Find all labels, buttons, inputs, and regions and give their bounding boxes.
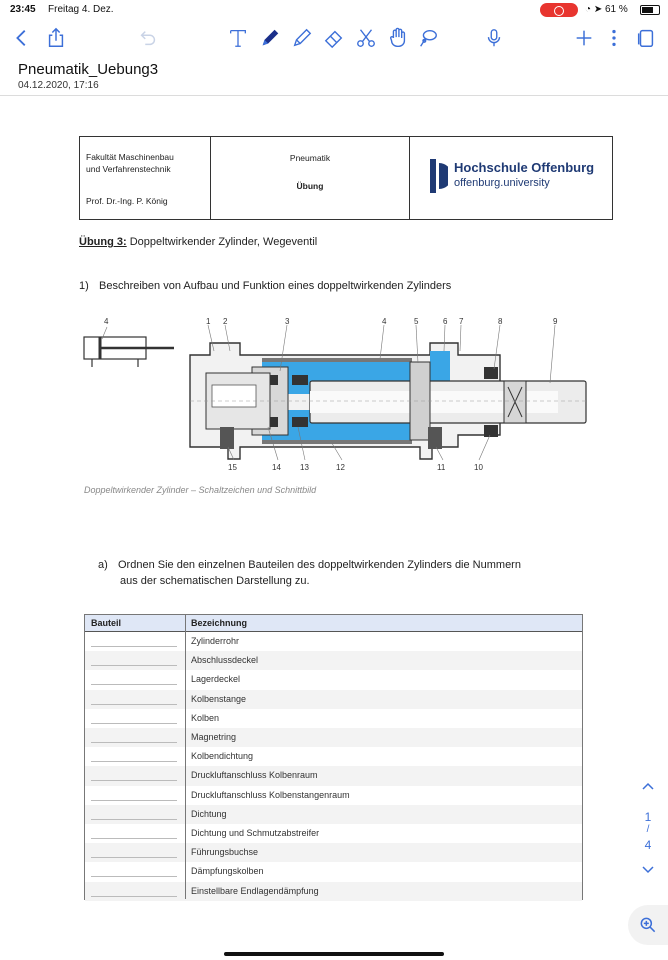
document-datetime: 04.12.2020, 17:16 (18, 80, 99, 91)
lasso-tool-icon[interactable] (414, 20, 442, 56)
answer-blank[interactable] (91, 876, 177, 877)
table-row (85, 843, 582, 862)
part-name: Führungsbuchse (191, 847, 259, 858)
location-icon: ➤ (593, 4, 603, 15)
task-a-line2: aus der schematischen Darstellung zu. (120, 575, 310, 587)
table-row (85, 632, 582, 651)
table-row (85, 882, 582, 901)
column-header-bauteil: Bauteil (91, 618, 122, 628)
part-name: Kolbendichtung (191, 751, 254, 762)
parts-table-header (85, 615, 582, 632)
battery-percent: 61 % (605, 4, 628, 15)
part-name: Abschlussdeckel (191, 655, 259, 666)
status-bar (0, 0, 668, 20)
table-row (85, 690, 582, 709)
table-row (85, 862, 582, 881)
part-name: Dichtung (191, 808, 227, 819)
pen-tool-icon[interactable] (256, 20, 284, 56)
answer-blank[interactable] (91, 684, 177, 685)
parts-table (84, 614, 583, 900)
page-down-icon[interactable] (638, 864, 658, 878)
figure-label: 8 (498, 317, 503, 326)
undo-icon[interactable] (134, 20, 162, 56)
figure-caption: Doppeltwirkender Zylinder – Schaltzeichen und Schnittbild (84, 485, 317, 495)
wifi-icon: ◔ (585, 4, 592, 15)
faculty-line2: und Verfahrenstechnik (86, 164, 171, 174)
subject-name: Pneumatik (289, 153, 331, 163)
figure-label: 13 (300, 463, 309, 472)
answer-blank[interactable] (91, 780, 177, 781)
hochschule-logo-icon (430, 159, 448, 193)
screen-recording-icon[interactable] (540, 3, 578, 17)
document-type: Übung (296, 181, 324, 191)
table-row (85, 670, 582, 689)
table-row (85, 824, 582, 843)
figure-label: 12 (336, 463, 345, 472)
total-page-count: 4 (644, 838, 652, 852)
part-name: Druckluftanschluss Kolbenraum (191, 770, 318, 781)
current-page-number: 1 (644, 810, 652, 824)
task-a-line1: Ordnen Sie den einzelnen Bauteilen des doppeltwirkenden Zylinders die Nummern (118, 559, 521, 571)
task-a-number: a) (98, 559, 108, 571)
figure-label: 15 (228, 463, 237, 472)
table-row (85, 651, 582, 670)
column-divider (185, 615, 186, 899)
note-page[interactable] (0, 97, 668, 960)
scissors-tool-icon[interactable] (352, 20, 380, 56)
document-header (0, 56, 668, 96)
figure-label: 9 (553, 317, 558, 326)
figure-label: 10 (474, 463, 483, 472)
part-name: Magnetring (191, 732, 237, 742)
part-name: Zylinderrohr (191, 636, 240, 646)
answer-blank[interactable] (91, 761, 177, 762)
figure-label: 14 (272, 463, 281, 472)
task-1 (79, 280, 451, 292)
eraser-tool-icon[interactable] (320, 20, 348, 56)
subject-cell (211, 137, 410, 219)
faculty-cell (80, 137, 211, 219)
answer-blank[interactable] (91, 819, 177, 820)
answer-blank[interactable] (91, 742, 177, 743)
answer-blank[interactable] (91, 896, 177, 897)
microphone-icon[interactable] (480, 20, 508, 56)
figure-label: 5 (414, 317, 419, 326)
column-header-bezeichnung: Bezeichnung (191, 618, 248, 628)
status-date: Freitag 4. Dez. (48, 4, 114, 15)
status-time: 23:45 (10, 4, 36, 15)
answer-blank[interactable] (91, 646, 177, 647)
battery-icon (640, 5, 660, 15)
pages-icon[interactable] (632, 20, 660, 56)
hand-tool-icon[interactable] (384, 20, 412, 56)
part-name: Kolbenstange (191, 693, 247, 704)
cylinder-section (190, 343, 586, 459)
professor-name: Prof. Dr.-Ing. P. König (86, 196, 168, 206)
zoom-icon (638, 915, 658, 935)
answer-blank[interactable] (91, 665, 177, 666)
task-1-number: 1) (79, 280, 89, 292)
highlighter-tool-icon[interactable] (288, 20, 316, 56)
answer-blank[interactable] (91, 704, 177, 705)
logo-cell (410, 137, 612, 219)
table-row (85, 786, 582, 805)
figure-label: 4 (104, 317, 109, 326)
page-separator: / (646, 824, 650, 835)
figure-label: 7 (459, 317, 464, 326)
answer-blank[interactable] (91, 838, 177, 839)
add-icon[interactable] (570, 20, 598, 56)
table-row (85, 709, 582, 728)
table-row (85, 747, 582, 766)
status-system-icons (585, 4, 628, 15)
part-name: Dichtung und Schmutzabstreifer (191, 828, 320, 838)
page-up-icon[interactable] (638, 780, 658, 794)
toolbar (0, 20, 668, 56)
document-title[interactable]: Pneumatik_Uebung3 (18, 61, 159, 78)
text-tool-icon[interactable] (224, 20, 252, 56)
answer-blank[interactable] (91, 723, 177, 724)
figure-label: 4 (382, 317, 387, 326)
cylinder-symbol (84, 337, 174, 367)
more-icon[interactable] (602, 20, 626, 56)
answer-blank[interactable] (91, 857, 177, 858)
cylinder-diagram (80, 315, 590, 477)
part-name: Druckluftanschluss Kolbenstangenraum (191, 789, 350, 800)
table-row (85, 728, 582, 747)
task-1-text: Beschreiben von Aufbau und Funktion eines doppeltwirkenden Zylinders (99, 280, 452, 292)
part-name: Lagerdeckel (191, 674, 241, 685)
part-name: Kolben (191, 712, 220, 723)
share-icon[interactable] (42, 20, 70, 56)
exercise-label: Übung 3: (79, 236, 127, 248)
zoom-button[interactable] (628, 905, 668, 945)
back-icon[interactable] (8, 20, 36, 56)
exercise-heading (79, 236, 317, 248)
header-table (79, 136, 613, 220)
figure-label: 3 (285, 317, 290, 326)
logo-name: Hochschule Offenburg (454, 160, 595, 175)
home-indicator[interactable] (224, 952, 444, 956)
task-a (98, 557, 521, 589)
part-name: Dämpfungskolben (191, 866, 264, 877)
logo-url: offenburg.university (454, 177, 550, 189)
answer-blank[interactable] (91, 800, 177, 801)
faculty-line1: Fakultät Maschinenbau (86, 152, 174, 162)
exercise-title: Doppeltwirkender Zylinder, Wegeventil (126, 236, 318, 248)
figure-label: 11 (437, 463, 446, 472)
figure-label: 1 (206, 317, 211, 326)
table-row (85, 805, 582, 824)
figure-label: 6 (443, 317, 448, 326)
part-name: Einstellbare Endlagendämpfung (191, 885, 319, 896)
figure-label: 2 (223, 317, 228, 326)
table-row (85, 766, 582, 785)
